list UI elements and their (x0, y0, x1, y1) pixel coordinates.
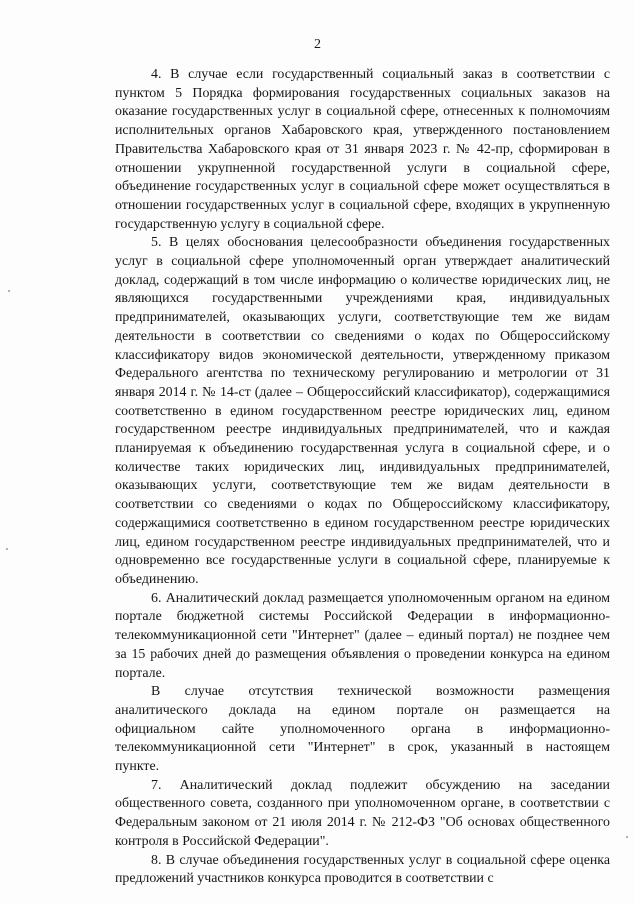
paragraph-6: 6. Аналитический доклад размещается уполномоченным органом на едином портале бюджетной системы Российской Федерации в информационно-телекоммуникационной сети "Интернет" (далее – единый портал) не позднее чем за 15 рабочих дней до размещения объявления о проведении конкурса на едином портале. (115, 590, 610, 681)
document-body (115, 66, 610, 889)
paragraph-5: 5. В целях обоснования целесообразности объединения государственных услуг в социальной сфере уполномоченный орган утверждает аналитический доклад, содержащий в том числе информацию о количестве юридических лиц, не являющихся государственными учреждениями края, индивидуальных предпринимателей, оказывающих услуги, соответствующие тем же видам деятельности в соответствии со сведениями о кодах по Общероссийскому классификатору видов экономической деятельности, утвержденному приказом Федерального агентства по техническому регулированию и метрологии от 31 января 2014 г. № 14-ст (далее – Общероссийский классификатор), содержащимися соответственно в едином государственном реестре юридических лиц, едином государственном реестре индивидуальных предпринимателей, что и каждая планируемая к объединению государственная услуга в социальной сфере, и о количестве таких юридических лиц, индивидуальных предпринимателей, оказывающих услуги, соответствующие тем же видам деятельности в соответствии со сведениями о кодах по Общероссийскому классификатору, содержащимися соответственно в едином государственном реестре юридических лиц, едином государственном реестре индивидуальных предпринимателей, что и одновременно все государственные услуги в социальной сфере, планируемые к объединению. (115, 235, 610, 587)
page-number: 2 (314, 37, 321, 52)
paragraph-8: 8. В случае объединения государственных услуг в социальной сфере оценка предложений участников конкурса проводится в соответствии с (115, 852, 610, 887)
paragraph-7: 7. Аналитический доклад подлежит обсуждению на заседании общественного совета, созданного при уполномоченном органе, в соответствии с Федеральным законом от 21 июля 2014 г. № 212-ФЗ "Об основах общественного контроля в Российской Федерации". (115, 777, 610, 849)
scan-speck (626, 836, 628, 838)
scan-speck (6, 548, 8, 550)
paragraph-4: 4. В случае если государственный социальный заказ в соответствии с пунктом 5 Порядка формирования государственных социальных заказов на оказание государственных услуг в социальной сфере, отнесенных к полномочиям исполнительных органов Хабаровского края, утвержденного постановлением Правительства Хабаровского края от 31 января 2023 г. № 42-пр, сформирован в отношении укрупненной государственной услуги в социальной сфере, объединение государственных услуг в социальной сфере может осуществляться в отношении государственных услуг в социальной сфере, входящих в укрупненную государственную услугу в социальной сфере. (115, 67, 610, 232)
paragraph-6-continuation: В случае отсутствия технической возможности размещения аналитического доклада на едином портале он размещается на официальном сайте уполномоченного органа в информационно-телекоммуникационной сети "Интернет" в срок, указанный в настоящем пункте. (115, 684, 610, 775)
scan-speck (8, 290, 10, 292)
